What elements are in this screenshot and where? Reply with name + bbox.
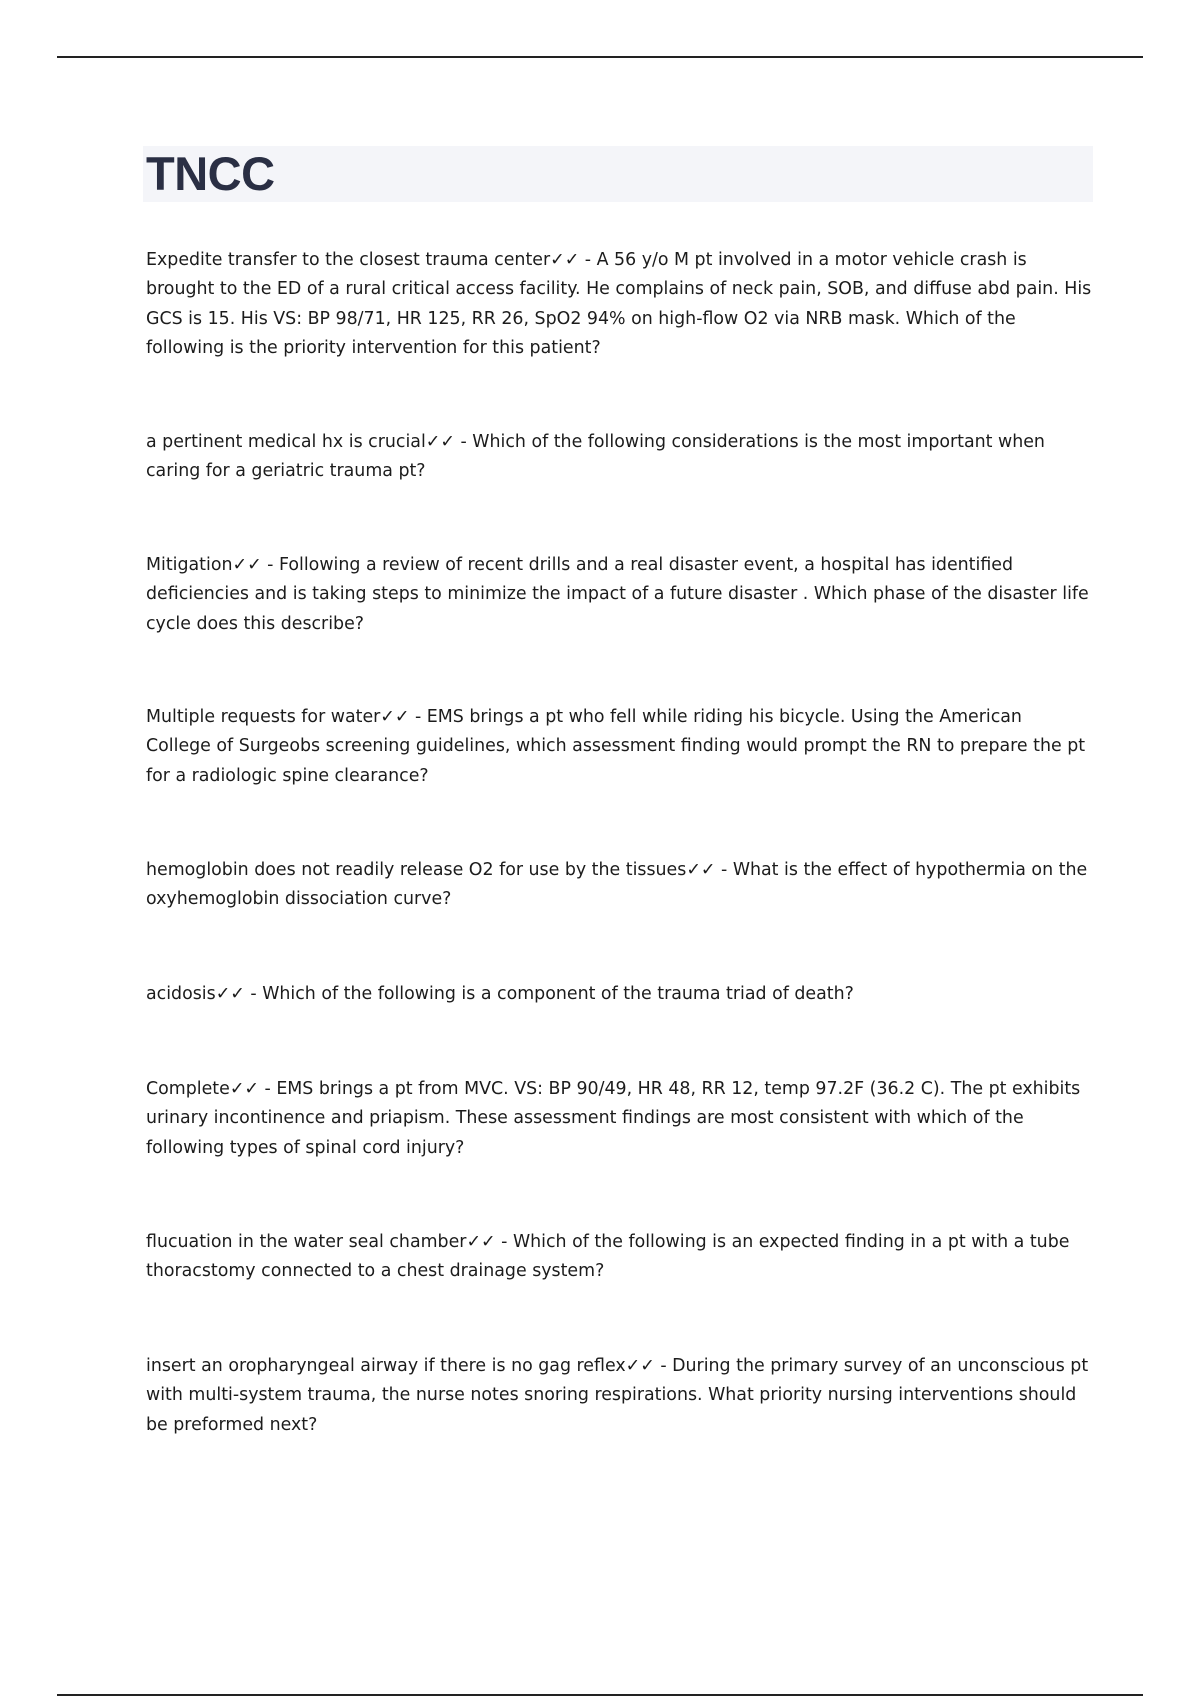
separator: -	[454, 432, 473, 452]
card-answer: a pertinent medical hx is crucial	[146, 432, 426, 452]
checkmark-icon: ✓✓	[466, 1232, 496, 1252]
card-answer: flucuation in the water seal chamber	[146, 1232, 467, 1252]
footer-rule	[57, 1694, 1143, 1696]
card-question: What is the effect of hypothermia on the oxyhemoglobin dissociation curve?	[146, 860, 1088, 910]
checkmark-icon: ✓✓	[686, 860, 716, 880]
flashcard	[146, 1228, 1092, 1287]
card-answer: insert an oropharyngeal airway if there is no gag reflex	[146, 1356, 626, 1376]
checkmark-icon: ✓✓	[425, 432, 455, 452]
separator: -	[654, 1356, 673, 1376]
card-question: Which of the following is a component of the trauma triad of death?	[262, 984, 854, 1004]
separator: -	[495, 1232, 513, 1252]
separator: -	[409, 707, 427, 727]
separator: -	[244, 984, 263, 1004]
card-question: Following a review of recent drills and a real disaster event, a hospital has identified deficiencies and is taking steps to minimize the impact of a future disaster . Which phase of the disaster life cycle does this describe?	[146, 555, 1089, 634]
checkmark-icon: ✓✓	[232, 555, 262, 575]
card-answer: Multiple requests for water	[146, 707, 381, 727]
flashcard	[146, 1075, 1092, 1163]
card-answer: Expedite transfer to the closest trauma center	[146, 250, 551, 270]
card-question: EMS brings a pt who fell while riding his bicycle. Using the American College of Surgeobs screening guidelines, which assessment finding would prompt the RN to prepare the pt for a radiologic spine clearance?	[146, 707, 1086, 786]
flashcard	[146, 1352, 1092, 1440]
separator: -	[261, 555, 279, 575]
flashcard	[146, 980, 1092, 1009]
header-rule	[57, 56, 1143, 58]
flashcard	[146, 551, 1092, 639]
document-title: TNCC	[146, 147, 275, 200]
card-question: During the primary survey of an unconscious pt with multi-system trauma, the nurse notes snoring respirations. What priority nursing interventions should be preformed next?	[146, 1356, 1089, 1435]
separator: -	[715, 860, 733, 880]
separator: -	[579, 250, 597, 270]
card-answer: hemoglobin does not readily release O2 for use by the tissues	[146, 860, 687, 880]
card-answer: acidosis	[146, 984, 216, 1004]
flashcard	[146, 703, 1092, 791]
checkmark-icon: ✓✓	[229, 1079, 259, 1099]
card-answer: Complete	[146, 1079, 230, 1099]
checkmark-icon: ✓✓	[215, 984, 245, 1004]
checkmark-icon: ✓✓	[380, 707, 410, 727]
title-band	[143, 146, 1093, 202]
card-question: EMS brings a pt from MVC. VS: BP 90/49, HR 48, RR 12, temp 97.2F (36.2 C). The pt exhibits urinary incontinence and priapism. These assessment findings are most consistent with which of the following types of spinal cord injury?	[146, 1079, 1081, 1158]
flashcard	[146, 428, 1092, 487]
flashcard	[146, 246, 1092, 364]
checkmark-icon: ✓✓	[625, 1356, 655, 1376]
card-question: Which of the following considerations is the most important when caring for a geriatric trauma pt?	[146, 432, 1045, 482]
card-question: Which of the following is an expected finding in a pt with a tube thoracstomy connected to a chest drainage system?	[146, 1232, 1070, 1282]
card-answer: Mitigation	[146, 555, 233, 575]
card-question: A 56 y/o M pt involved in a motor vehicle crash is brought to the ED of a rural critical access facility. He complains of neck pain, SOB, and diffuse abd pain. His GCS is 15. His VS: BP 98/71, HR 125, RR 26, SpO2 94% on high-flow O2 via NRB mask. Which of the following is the priority intervention for this patient?	[146, 250, 1092, 359]
checkmark-icon: ✓✓	[550, 250, 580, 270]
flashcard	[146, 856, 1092, 915]
separator: -	[258, 1079, 277, 1099]
